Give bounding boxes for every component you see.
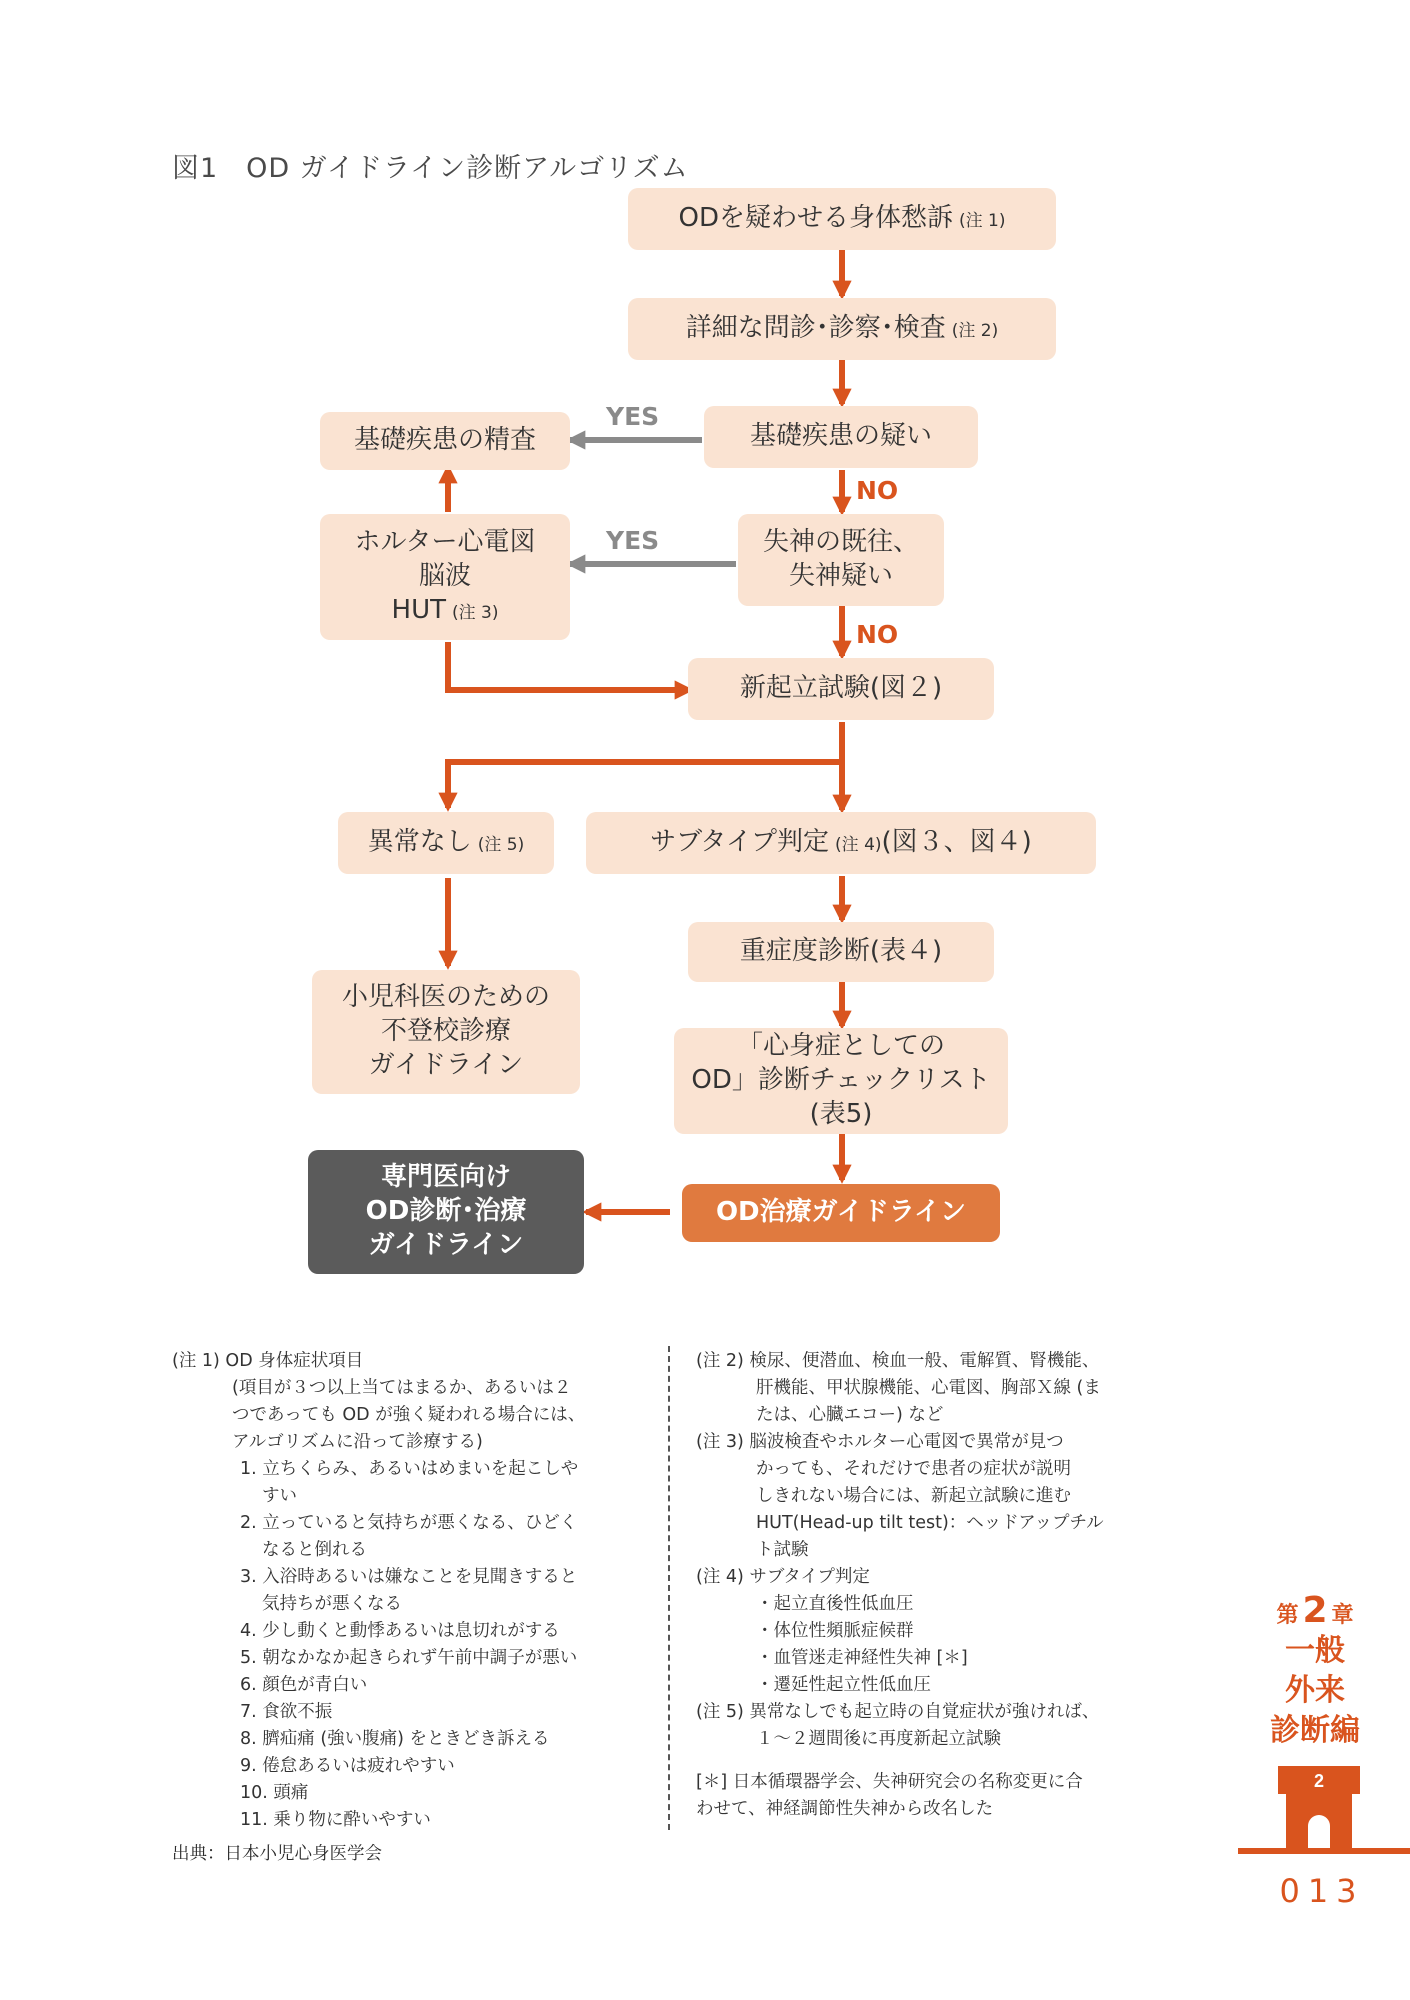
box-standing-test-text: 新起立試験(図２) xyxy=(739,673,943,704)
box-od-treatment xyxy=(682,1184,1000,1242)
note-5-line: (注 5) 異常なしでも起立時の自覚症状が強ければ、 xyxy=(696,1702,1100,1722)
arrow-test-to-normal xyxy=(448,762,842,808)
chapter-number: 2 xyxy=(1302,1590,1328,1631)
note-2-line: 肝機能、甲状腺機能、心電図、胸部Ｘ線 (ま xyxy=(756,1378,1101,1398)
box-school-line-1: 小児科医のための xyxy=(341,982,550,1013)
chapter-name-1: 一般 xyxy=(1285,1633,1345,1668)
chapter-suffix: 章 xyxy=(1331,1603,1354,1628)
note-3-line: かっても、それだけで患者の症状が説明 xyxy=(756,1459,1071,1479)
box-specialist-line-1: 専門医向け xyxy=(380,1162,511,1193)
note-4-heading: (注 4) サブタイプ判定 xyxy=(696,1567,870,1587)
note-ref-3: (注 3) xyxy=(451,602,499,623)
chapter-tab-number: 2 xyxy=(1313,1771,1325,1791)
label-yes-1: YES xyxy=(606,402,660,431)
box-holter xyxy=(320,514,570,640)
chapter-tab xyxy=(1240,1590,1390,1751)
symptom-item: 10. 頭痛 xyxy=(240,1783,309,1803)
note-3-line: HUT(Head-up tilt test)：ヘッドアップチル xyxy=(756,1513,1104,1533)
symptom-item: 2. 立っていると気持ちが悪くなる、ひどく xyxy=(240,1513,578,1533)
note-3-line: ト試験 xyxy=(756,1540,809,1560)
box-od-suspect xyxy=(628,188,1056,250)
box-school-line-2: 不登校診療 xyxy=(380,1016,511,1047)
note-1-intro: アルゴリズムに沿って診療する) xyxy=(232,1432,483,1452)
chapter-gate-icon xyxy=(1236,1762,1410,1866)
subtype-item: ・起立直後性低血圧 xyxy=(756,1594,914,1614)
star-note-line: [＊] 日本循環器学会、失神研究会の名称変更に合 xyxy=(696,1772,1083,1792)
box-school-refusal xyxy=(312,970,580,1094)
box-specialist-guideline xyxy=(308,1150,584,1274)
symptom-item: 8. 臍疝痛 (強い腹痛) をときどき訴える xyxy=(240,1729,550,1749)
symptom-item: 3. 入浴時あるいは嫌なことを見聞きすると xyxy=(240,1567,578,1587)
subtype-item: ・体位性頻脈症候群 xyxy=(756,1621,914,1641)
notes-divider xyxy=(668,1346,670,1830)
box-detailed-exam-text: 詳細な問診･診察･検査 xyxy=(685,313,946,344)
box-severity-text: 重症度診断(表４) xyxy=(739,936,943,967)
symptom-item: 5. 朝なかなか起きられず午前中調子が悪い xyxy=(240,1648,578,1668)
symptom-item: 7. 食欲不振 xyxy=(240,1702,333,1722)
chapter-name-3: 診断編 xyxy=(1270,1713,1360,1748)
symptom-item: 1. 立ちくらみ、あるいはめまいを起こしや xyxy=(240,1459,579,1479)
box-severity xyxy=(688,922,994,982)
note-3-line: しきれない場合には、新起立試験に進む xyxy=(756,1486,1071,1506)
box-od-suspect-text: ODを疑わせる身体愁訴 xyxy=(678,203,953,234)
symptom-item-cont: なると倒れる xyxy=(262,1540,367,1560)
box-holter-line-2: 脳波 xyxy=(418,561,471,592)
symptom-item: 6. 顔色が青白い xyxy=(240,1675,368,1695)
note-ref-2: (注 2) xyxy=(951,321,999,342)
symptom-item-cont: 気持ちが悪くなる xyxy=(262,1594,402,1614)
note-1-intro: つであっても OD が強く疑われる場合には、 xyxy=(232,1405,586,1425)
label-no-2: NO xyxy=(856,620,899,649)
note-3-line: (注 3) 脳波検査やホルター心電図で異常が見つ xyxy=(696,1432,1064,1452)
box-specialist-line-2: OD診断･治療 xyxy=(365,1196,527,1227)
figure-title: 図1 OD ガイドライン診断アルゴリズム xyxy=(172,153,689,184)
note-1-heading: (注 1) OD 身体症状項目 xyxy=(172,1351,364,1371)
box-syncope xyxy=(738,514,944,606)
note-ref-1: (注 1) xyxy=(959,211,1006,232)
note-ref-4: (注 4) xyxy=(835,835,882,856)
box-underlying-exam-text: 基礎疾患の精査 xyxy=(353,425,536,456)
note-2-line: (注 2) 検尿、便潜血、検血一般、電解質、腎機能、 xyxy=(696,1351,1100,1371)
star-note-line: わせて、神経調節性失神から改名した xyxy=(696,1799,994,1819)
box-underlying-suspect xyxy=(704,406,978,468)
label-yes-2: YES xyxy=(606,526,660,555)
chapter-prefix: 第 xyxy=(1276,1603,1299,1628)
symptom-item-cont: すい xyxy=(262,1486,297,1506)
box-subtype-text: サブタイプ判定 xyxy=(650,827,830,858)
notes-right xyxy=(696,1348,1166,1823)
page-number: 013 xyxy=(1279,1872,1365,1910)
box-specialist-line-3: ガイドライン xyxy=(368,1229,524,1260)
note-ref-5: (注 5) xyxy=(477,835,525,856)
box-syncope-line-1: 失神の既往、 xyxy=(762,527,919,558)
box-checklist-line-3: (表5) xyxy=(809,1098,873,1129)
notes-left xyxy=(172,1348,662,1834)
label-no-1: NO xyxy=(856,476,899,505)
note-1-intro: (項目が３つ以上当てはまるか、あるいは２ xyxy=(232,1378,572,1398)
box-od-treatment-text: OD治療ガイドライン xyxy=(715,1197,967,1228)
note-5-line: １～２週間後に再度新起立試験 xyxy=(756,1729,1001,1749)
box-school-line-3: ガイドライン xyxy=(368,1049,524,1080)
source-credit: 出典：日本小児心身医学会 xyxy=(172,1844,382,1864)
box-no-abnormality xyxy=(338,812,554,874)
box-subtype-ref: (図３、図４) xyxy=(881,827,1032,858)
note-2-line: たは、心臓エコー) など xyxy=(756,1405,944,1425)
box-no-abnormality-text: 異常なし xyxy=(367,827,472,858)
box-detailed-exam xyxy=(628,298,1056,360)
arrow-holter-to-test xyxy=(448,642,690,690)
box-standing-test xyxy=(688,658,994,720)
subtype-item: ・遷延性起立性低血圧 xyxy=(756,1675,931,1695)
box-syncope-line-2: 失神疑い xyxy=(788,561,893,591)
subtype-item: ・血管迷走神経性失神 [＊] xyxy=(756,1648,968,1668)
box-checklist-line-1: 「心身症としての xyxy=(736,1031,945,1062)
box-holter-line-1: ホルター心電図 xyxy=(354,527,536,558)
symptom-item: 11. 乗り物に酔いやすい xyxy=(240,1810,431,1830)
chapter-name-2: 外来 xyxy=(1285,1673,1345,1708)
box-subtype xyxy=(586,812,1096,874)
box-holter-line-3: HUT xyxy=(391,594,446,625)
box-checklist xyxy=(674,1028,1008,1134)
box-checklist-line-2: OD」診断チェックリスト xyxy=(691,1065,991,1096)
box-underlying-exam xyxy=(320,412,570,470)
symptom-item: 9. 倦怠あるいは疲れやすい xyxy=(240,1756,455,1776)
box-underlying-suspect-text: 基礎疾患の疑い xyxy=(749,421,932,452)
symptom-item: 4. 少し動くと動悸あるいは息切れがする xyxy=(240,1621,560,1641)
